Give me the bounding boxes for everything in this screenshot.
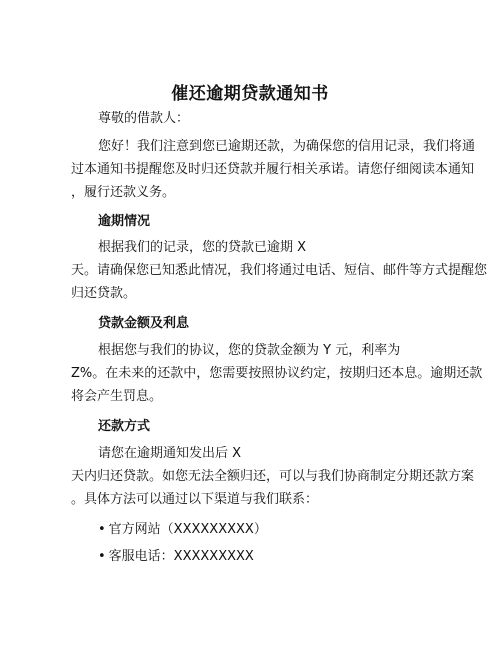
- greeting: 尊敬的借款人：: [98, 111, 190, 126]
- overdue-line-1: 根据我们的记录，您的贷款已逾期 X: [98, 240, 307, 255]
- repayment-line-1: 请您在逾期通知发出后 X: [98, 446, 242, 461]
- intro-line-2: 过本通知书提醒您及时归还贷款并履行相关承诺。请您仔细阅读本通知: [71, 162, 475, 177]
- repayment-line-2: 天内归还贷款。如您无法全额归还，可以与我们协商制定分期还款方案: [71, 469, 475, 484]
- amount-line-1: 根据您与我们的协议，您的贷款金额为 Y 元，利率为: [98, 343, 401, 358]
- intro-line-3: ，履行还款义务。: [71, 185, 176, 200]
- contact-item-phone: [98, 549, 254, 565]
- section-heading-overdue: 逾期情况: [98, 214, 151, 229]
- repayment-line-3: 。具体方法可以通过以下渠道与我们联系：: [71, 492, 319, 507]
- bullet-icon: •: [98, 522, 106, 537]
- contact-item-label: 官方网站（XXXXXXXXX）: [108, 522, 267, 537]
- section-heading-repayment: 还款方式: [98, 419, 151, 434]
- overdue-line-2: 天。请确保您已知悉此情况，我们将通过电话、短信、邮件等方式提醒您: [71, 263, 488, 278]
- intro-line-1: 您好！我们注意到您已逾期还款，为确保您的信用记录，我们将通: [98, 139, 476, 154]
- amount-line-3: 将会产生罚息。: [71, 389, 163, 404]
- bullet-icon: •: [98, 549, 106, 564]
- amount-line-2: Z%。在未来的还款中，您需要按照协议约定，按期归还本息。逾期还款: [71, 366, 483, 381]
- document-title: 催还逾期贷款通知书: [171, 84, 329, 104]
- section-heading-amount: 贷款金额及利息: [98, 316, 190, 331]
- contact-item-website: [98, 522, 267, 538]
- overdue-line-3: 归还贷款。: [71, 286, 137, 301]
- contact-item-label: 客服电话：XXXXXXXXX: [108, 549, 254, 564]
